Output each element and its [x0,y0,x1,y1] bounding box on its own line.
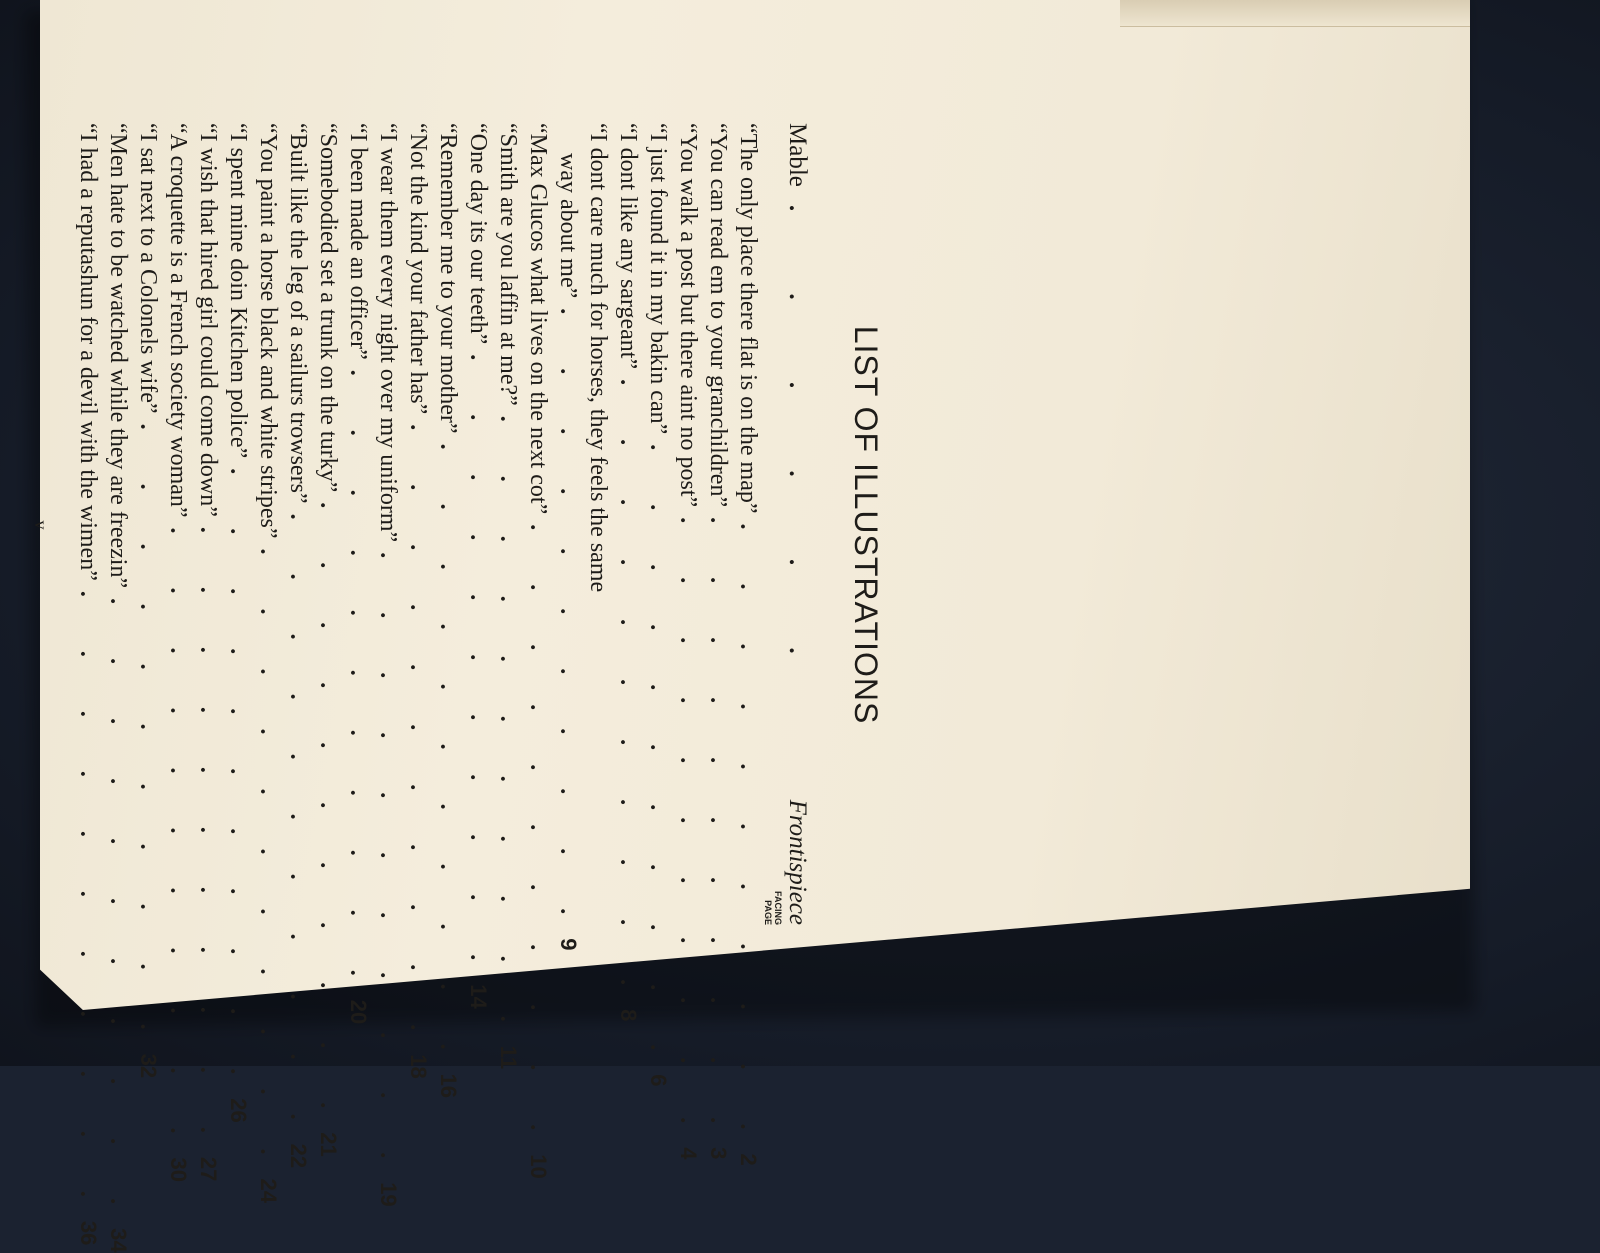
list-item [373,95,403,1207]
leader-dots: . . . . . . . . . . . [495,415,521,1046]
entry-caption: “I been made an officer” [345,123,371,360]
leader-dots: . . . . . . . . . . . [405,424,431,1055]
leader-dots: . . . . . . . . . . . [285,513,311,1144]
leader-dots: . . . . . . . . . . . [735,523,761,1154]
entry-caption: “One day its our teeth” [465,123,491,345]
list-item [163,95,193,1183]
entry-caption: “Smith are you laffin at me?” [495,123,521,406]
leader-dots: . . . . . . . . . . . [645,444,671,1075]
page-edge [1120,0,1520,27]
leader-dots: . . . . . . . . . . . [345,369,371,1000]
leader-dots: . . . . . . . . . . . [315,502,341,1133]
entry-page-number: 3 [706,1147,731,1160]
entry-page-number: 20 [346,999,371,1025]
leader-dots: . . . . . . . . . . . [375,552,401,1183]
entry-caption: “Not the kind your father has” [405,123,431,415]
list-item [73,95,103,1246]
list-item [313,95,343,1157]
entry-caption: “A croquette is a French society woman” [165,123,191,518]
entry-caption: “You walk a post but there aint no post” [675,123,701,508]
list-item [463,95,493,1009]
list-item [553,95,583,955]
list-item [193,95,223,1182]
entries-list [73,95,763,1253]
list-item [223,95,253,1123]
entry-caption: “I just found it in my bakin can” [645,123,671,435]
entry-caption: “I wear them every night over my uniform” [375,123,401,543]
entry-page-number: 10 [526,1154,551,1179]
list-item [403,95,433,1079]
leader-dots: . . . . . . . . . . . [435,443,461,1074]
entry-page-number: 36 [76,1220,101,1246]
entry-caption: “You paint a horse black and white stripes” [255,123,281,539]
entry-page-number: 30 [166,1157,191,1183]
entry-caption: “I wish that hired girl could come down” [195,123,221,517]
entry-caption: “I had a reputashun for a devil with the wimen” [75,123,101,581]
list-item [613,95,643,1022]
leader-dots: . . . . . . . . . . . [255,548,281,1179]
frontispiece-entry [783,95,811,955]
list-item [253,95,283,1203]
leader-dots: . . . . . . . . . . . [465,354,491,985]
facing-page-label: FACING PAGE [763,890,783,925]
entry-page-number: 18 [406,1054,431,1079]
leader-dots: . . . . . . . . . . . [195,526,221,1157]
list-item [583,95,613,955]
leader-dots: . . . . . . . . . . . [705,517,731,1148]
list-item [133,95,163,1079]
entry-page-number: 11 [496,1045,521,1070]
entry-caption: “The only place there flat is on the map” [735,123,761,514]
list-item [103,95,133,1253]
leader-dots: . . . . . . . . . . . [675,517,701,1148]
leader-dots: . . . . . . . . . . . [105,598,131,1229]
page-title: LIST OF ILLUSTRATIONS [848,325,884,725]
list-item [703,95,733,1160]
frontispiece-caption: Mable [784,123,811,187]
entry-page-number: 16 [436,1073,461,1099]
entry-page-number: 9 [556,938,581,951]
entry-page-number: 14 [466,984,491,1009]
entry-caption: “I spent mine doin Kitchen police” [225,123,251,459]
entry-page-number: 19 [376,1182,401,1207]
entry-page-number: 34 [106,1228,131,1253]
entry-caption: “You can read em to your granchildren” [705,123,731,508]
list-item [643,95,673,1087]
leader-dots: . . . . . . . . . . . [555,308,581,939]
list-item [493,95,523,1070]
frontispiece-page: Frontispiece [784,799,811,925]
entry-page-number: 6 [646,1074,671,1087]
list-item [733,95,763,1166]
list-item [433,95,463,1099]
entry-page-number: 8 [616,1009,641,1022]
entry-caption: “Somebodied set a trunk on the turky” [315,123,341,493]
entry-caption: “I sat next to a Colonels wife” [135,123,161,414]
list-item [343,95,373,1025]
entry-caption: “I dont care much for horses, they feels the same [585,123,611,593]
leader-dots: . . . . . . [784,204,811,692]
entry-caption: way about me” [555,153,581,299]
entry-page-number: 32 [136,1053,161,1079]
entry-page-number: 2 [736,1153,761,1166]
entry-page-number: 24 [256,1178,281,1203]
entry-page-number: 4 [676,1147,701,1160]
entry-caption: “Max Glucos what lives on the next cot” [525,123,551,515]
entry-page-number: 21 [316,1132,341,1157]
leader-dots: . . . . . . . . . . . [615,379,641,1010]
leader-dots: . . . . . . . . . . . [75,590,101,1221]
entry-caption: “I dont like any sargeant” [615,123,641,370]
leader-dots: . . . . . . . . . . . [525,524,551,1155]
entry-caption: “Remember me to your mother” [435,123,461,434]
list-item [283,95,313,1169]
entry-caption: “Built like the leg of a sailurs trowsers” [285,123,311,504]
list-item [523,95,553,1179]
list-item [673,95,703,1160]
illustrations-list [31,95,920,1253]
entry-page-number: 22 [286,1143,311,1169]
page-folio: v [31,520,51,530]
leader-dots: . . . . . . . . . . . [225,468,251,1099]
entry-page-number: 27 [196,1156,221,1182]
leader-dots: . . . . . . . . . . . [135,423,161,1054]
entry-caption: “Men hate to be watched while they are freezin” [105,123,131,589]
entry-page-number: 26 [226,1098,251,1123]
leader-dots: . . . . . . . . . . . [165,527,191,1158]
